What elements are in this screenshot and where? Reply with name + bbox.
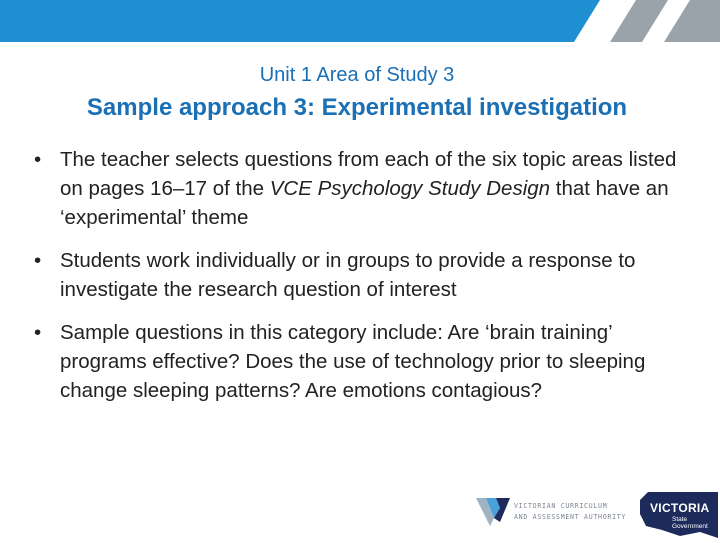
bullet-1-italic: VCE Psychology Study Design xyxy=(269,177,551,200)
banner-graphic xyxy=(0,0,720,42)
victoria-wordmark: VICTORIA xyxy=(650,501,710,515)
slide-title: Sample approach 3: Experimental investigation xyxy=(86,94,628,121)
vic-sub-line-2: Government xyxy=(672,523,708,530)
bullet-item-1 xyxy=(34,145,694,232)
bullet-marker: • xyxy=(34,249,42,272)
vcaa-wordmark xyxy=(514,501,626,523)
vcaa-line-2: AND ASSESSMENT AUTHORITY xyxy=(514,513,627,521)
slide-subtitle: Unit 1 Area of Study 3 xyxy=(259,64,455,86)
bullet-marker: • xyxy=(34,148,42,171)
bullet-1-tail: that have an ‘experimental’ theme xyxy=(60,177,669,229)
banner-blue-band xyxy=(0,0,620,42)
bullet-3-text: Sample questions in this category include: Are ‘brain training’ programs effective? Does the use of technology prior to sleeping change sleeping patterns? Are emotions contagious? xyxy=(60,321,646,402)
bullet-marker: • xyxy=(34,321,42,344)
victoria-map-icon xyxy=(640,492,718,538)
vcaa-logo xyxy=(476,496,626,532)
vic-sub-line-1: State xyxy=(672,516,688,523)
bullet-2-text: Students work individually or in groups to provide a response to investigate the research question of interest xyxy=(60,249,636,301)
top-banner xyxy=(0,0,720,42)
bullet-item-2 xyxy=(34,246,694,304)
bullet-1-text: The teacher selects questions from each of the six topic areas listed on pages 16–17 of the xyxy=(60,148,677,200)
victoria-government-logo xyxy=(640,492,718,538)
bullet-list xyxy=(34,145,694,419)
vcaa-logo-icon xyxy=(476,496,512,528)
vcaa-line-1: VICTORIAN CURRICULUM xyxy=(514,502,608,510)
victoria-state-government xyxy=(672,516,708,530)
bullet-item-3 xyxy=(34,318,694,405)
